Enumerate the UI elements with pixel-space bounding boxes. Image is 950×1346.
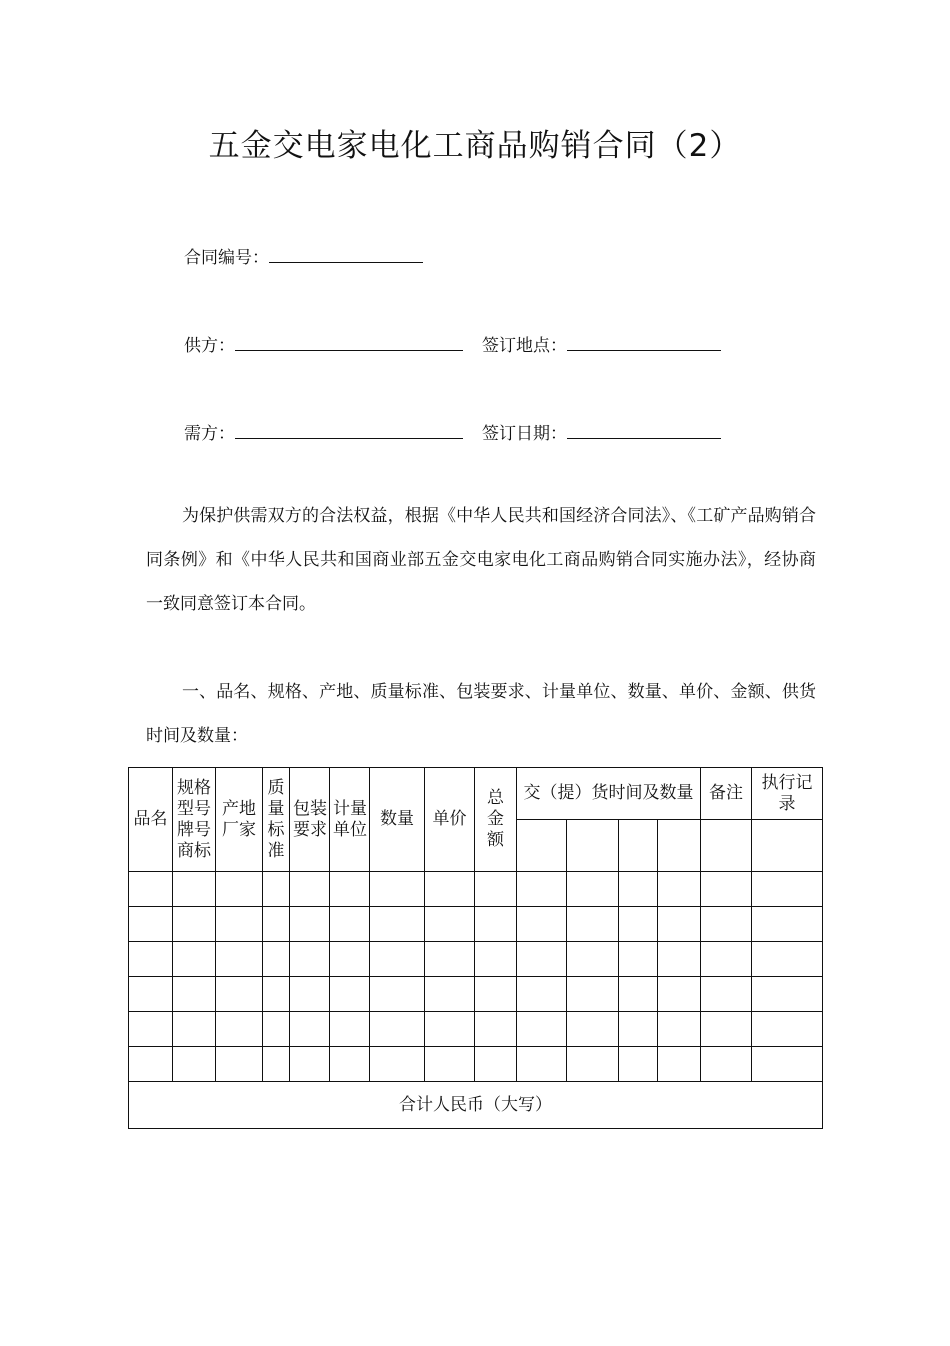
contract-number-blank[interactable] xyxy=(269,248,423,263)
table-cell[interactable] xyxy=(701,907,752,942)
table-cell[interactable] xyxy=(475,977,517,1012)
header-spec: 规格型号牌号商标 xyxy=(173,768,216,872)
table-cell[interactable] xyxy=(619,977,658,1012)
table-cell[interactable] xyxy=(619,1012,658,1047)
table-cell[interactable] xyxy=(658,872,701,907)
table-cell[interactable] xyxy=(752,907,823,942)
table-cell[interactable] xyxy=(567,1047,619,1082)
table-cell[interactable] xyxy=(567,1012,619,1047)
supplier-blank[interactable] xyxy=(235,336,463,351)
section-1-heading: 一、品名、规格、产地、质量标准、包装要求、计量单位、数量、单价、金额、供货时间及数量： xyxy=(146,682,816,746)
table-cell[interactable] xyxy=(425,1047,475,1082)
table-cell[interactable] xyxy=(263,1047,290,1082)
contract-number-line xyxy=(184,243,423,268)
header-total: 总金额 xyxy=(475,768,517,872)
table-cell[interactable] xyxy=(752,1047,823,1082)
table-cell[interactable] xyxy=(658,977,701,1012)
table-cell[interactable] xyxy=(701,942,752,977)
table-cell[interactable] xyxy=(129,977,173,1012)
table-cell[interactable] xyxy=(752,872,823,907)
table-cell[interactable] xyxy=(173,1012,216,1047)
table-cell[interactable] xyxy=(517,907,567,942)
buyer-line xyxy=(184,419,463,444)
total-rmb-cell[interactable]: 合计人民币（大写） xyxy=(129,1082,823,1129)
table-cell[interactable] xyxy=(290,872,330,907)
table-cell[interactable] xyxy=(475,1012,517,1047)
table-cell[interactable] xyxy=(290,1047,330,1082)
table-cell[interactable] xyxy=(330,977,370,1012)
table-row xyxy=(129,907,823,942)
table-cell[interactable] xyxy=(216,1012,263,1047)
table-cell[interactable] xyxy=(425,942,475,977)
table-cell[interactable] xyxy=(701,872,752,907)
signing-place-blank[interactable] xyxy=(567,336,721,351)
table-cell[interactable] xyxy=(658,1047,701,1082)
table-cell[interactable] xyxy=(567,977,619,1012)
table-cell[interactable] xyxy=(330,907,370,942)
delivery-subcell[interactable] xyxy=(567,820,619,872)
table-cell[interactable] xyxy=(129,907,173,942)
table-cell[interactable] xyxy=(517,1012,567,1047)
table-cell[interactable] xyxy=(173,907,216,942)
table-cell[interactable] xyxy=(330,872,370,907)
table-cell[interactable] xyxy=(475,907,517,942)
signing-date-line xyxy=(482,419,721,444)
header-delivery: 交（提）货时间及数量 xyxy=(517,768,701,820)
table-cell[interactable] xyxy=(567,907,619,942)
table-cell[interactable] xyxy=(330,1012,370,1047)
signing-place-line xyxy=(482,331,721,356)
table-cell[interactable] xyxy=(658,907,701,942)
table-cell[interactable] xyxy=(475,872,517,907)
table-cell[interactable] xyxy=(330,1047,370,1082)
signing-date-blank[interactable] xyxy=(567,424,721,439)
delivery-subcell[interactable] xyxy=(619,820,658,872)
table-cell[interactable] xyxy=(517,942,567,977)
table-cell[interactable] xyxy=(263,977,290,1012)
header-name: 品名 xyxy=(129,768,173,872)
table-cell[interactable] xyxy=(263,1012,290,1047)
table-cell[interactable] xyxy=(425,977,475,1012)
record-subcell[interactable] xyxy=(752,820,823,872)
buyer-label: 需方： xyxy=(184,424,235,444)
header-remark: 备注 xyxy=(701,768,752,820)
table-cell[interactable] xyxy=(216,977,263,1012)
header-origin: 产地厂家 xyxy=(216,768,263,872)
table-cell[interactable] xyxy=(173,942,216,977)
table-cell[interactable] xyxy=(216,907,263,942)
table-cell[interactable] xyxy=(567,942,619,977)
table-cell[interactable] xyxy=(701,1012,752,1047)
table-cell[interactable] xyxy=(517,872,567,907)
table-cell[interactable] xyxy=(330,942,370,977)
supplier-line xyxy=(184,331,463,356)
table-cell[interactable] xyxy=(370,872,425,907)
total-row xyxy=(129,1082,823,1129)
document-title: 五金交电家电化工商品购销合同（2） xyxy=(208,128,742,164)
header-price: 单价 xyxy=(425,768,475,872)
buyer-blank[interactable] xyxy=(235,424,463,439)
table-cell[interactable] xyxy=(658,942,701,977)
table-cell[interactable] xyxy=(290,977,330,1012)
header-qty: 数量 xyxy=(370,768,425,872)
table-cell[interactable] xyxy=(619,907,658,942)
table-cell[interactable] xyxy=(567,872,619,907)
table-cell[interactable] xyxy=(263,872,290,907)
table-cell[interactable] xyxy=(517,977,567,1012)
table-cell[interactable] xyxy=(475,1047,517,1082)
header-unit: 计量单位 xyxy=(330,768,370,872)
table-row xyxy=(129,1047,823,1082)
table-row xyxy=(129,1012,823,1047)
table-cell[interactable] xyxy=(290,907,330,942)
table-cell[interactable] xyxy=(263,942,290,977)
table-cell[interactable] xyxy=(216,872,263,907)
goods-table xyxy=(128,767,823,1129)
table-cell[interactable] xyxy=(216,1047,263,1082)
supplier-label: 供方： xyxy=(184,336,235,356)
table-cell[interactable] xyxy=(370,907,425,942)
intro-paragraph: 为保护供需双方的合法权益，根据《中华人民共和国经济合同法》、《工矿产品购销合同条例》和《中华人民共和国商业部五金交电家电化工商品购销合同实施办法》，经协商一致同意签订本合同。 xyxy=(146,506,816,614)
header-record: 执行记录 xyxy=(752,768,823,820)
table-cell[interactable] xyxy=(701,1047,752,1082)
table-cell[interactable] xyxy=(619,942,658,977)
table-cell[interactable] xyxy=(129,942,173,977)
table-cell[interactable] xyxy=(290,1012,330,1047)
table-cell[interactable] xyxy=(752,942,823,977)
delivery-subcell[interactable] xyxy=(517,820,567,872)
table-row xyxy=(129,942,823,977)
table-cell[interactable] xyxy=(129,1012,173,1047)
table-cell[interactable] xyxy=(173,977,216,1012)
table-cell[interactable] xyxy=(619,1047,658,1082)
table-row xyxy=(129,872,823,907)
table-cell[interactable] xyxy=(752,977,823,1012)
table-cell[interactable] xyxy=(263,907,290,942)
table-cell[interactable] xyxy=(370,1012,425,1047)
table-cell[interactable] xyxy=(370,1047,425,1082)
table-cell[interactable] xyxy=(619,872,658,907)
remark-subcell[interactable] xyxy=(701,820,752,872)
signing-place-label: 签订地点： xyxy=(482,336,567,356)
table-cell[interactable] xyxy=(173,872,216,907)
table-cell[interactable] xyxy=(290,942,330,977)
table-cell[interactable] xyxy=(370,942,425,977)
table-cell[interactable] xyxy=(216,942,263,977)
table-cell[interactable] xyxy=(658,1012,701,1047)
table-cell[interactable] xyxy=(752,1012,823,1047)
table-cell[interactable] xyxy=(425,872,475,907)
table-cell[interactable] xyxy=(129,872,173,907)
table-cell[interactable] xyxy=(173,1047,216,1082)
table-cell[interactable] xyxy=(425,1012,475,1047)
delivery-subcell[interactable] xyxy=(658,820,701,872)
table-cell[interactable] xyxy=(425,907,475,942)
header-packing: 包装要求 xyxy=(290,768,330,872)
table-cell[interactable] xyxy=(517,1047,567,1082)
contract-number-label: 合同编号： xyxy=(184,248,269,268)
table-cell[interactable] xyxy=(129,1047,173,1082)
header-quality: 质量标准 xyxy=(263,768,290,872)
table-cell[interactable] xyxy=(370,977,425,1012)
table-row xyxy=(129,977,823,1012)
table-cell[interactable] xyxy=(701,977,752,1012)
table-cell[interactable] xyxy=(475,942,517,977)
signing-date-label: 签订日期： xyxy=(482,424,567,444)
